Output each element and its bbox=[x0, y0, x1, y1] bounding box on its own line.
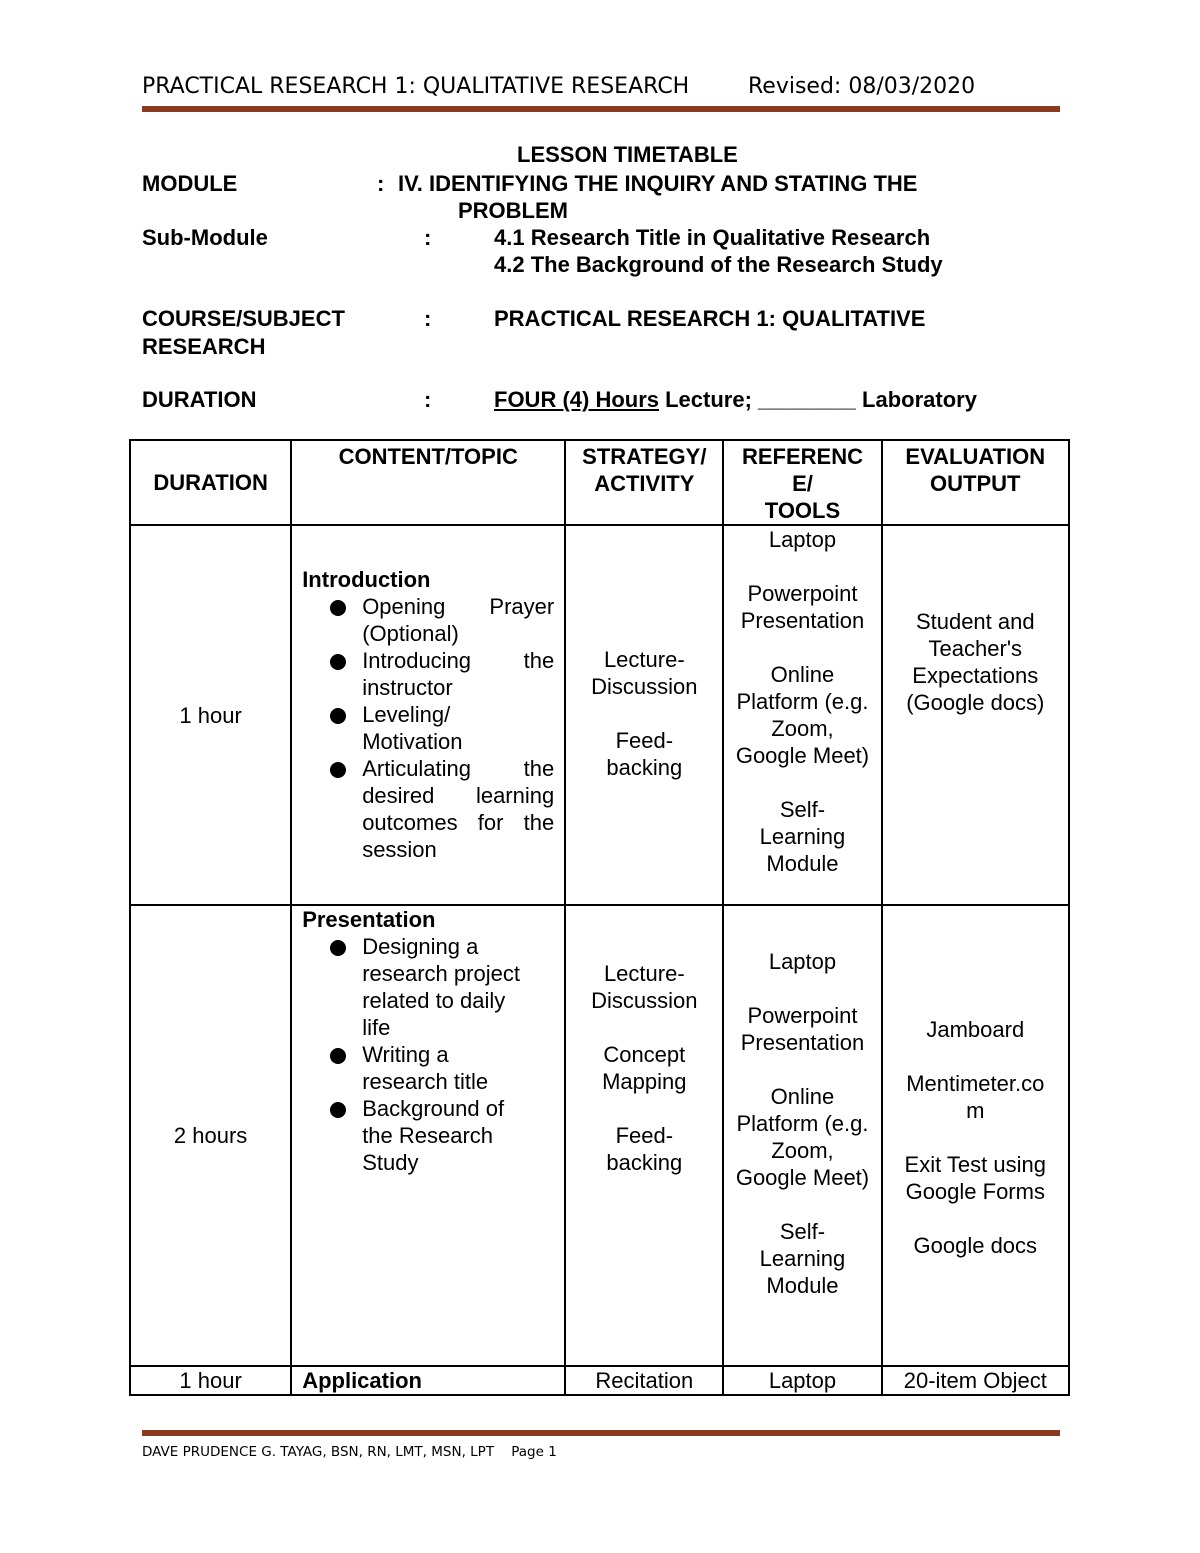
course-label-line1: COURSE/SUBJECT bbox=[142, 306, 345, 331]
duration-lecture-lab: Lecture; ________ Laboratory bbox=[659, 387, 977, 412]
row2-evaluation: Jamboard Mentimeter.com Exit Test using Google Forms Google docs bbox=[882, 905, 1069, 1366]
row2-section-title: Presentation bbox=[302, 907, 436, 932]
row1-bullet-list bbox=[292, 593, 564, 863]
footer-divider bbox=[142, 1430, 1060, 1436]
course-label-line2: RESEARCH bbox=[142, 334, 266, 359]
row2-content bbox=[291, 905, 565, 1366]
timetable bbox=[129, 439, 1070, 1396]
module-value-line1: IV. IDENTIFYING THE INQUIRY AND STATING THE bbox=[398, 171, 918, 196]
header-strategy: STRATEGY/ ACTIVITY bbox=[565, 440, 723, 525]
table-row bbox=[130, 1366, 1069, 1395]
page-footer: DAVE PRUDENCE G. TAYAG, BSN, RN, LMT, MSN, LPT Page 1 bbox=[142, 1444, 557, 1460]
page-header bbox=[142, 72, 1060, 106]
course-separator: : bbox=[424, 306, 432, 331]
list-item: Writing a research title bbox=[324, 1041, 524, 1095]
header-divider bbox=[142, 106, 1060, 112]
bullet-icon bbox=[330, 762, 346, 778]
duration-label: DURATION bbox=[142, 387, 257, 412]
row3-strategy: Recitation bbox=[565, 1366, 723, 1395]
header-evaluation: EVALUATION OUTPUT bbox=[882, 440, 1069, 525]
row2-bullet-list bbox=[292, 933, 564, 1176]
bullet-icon bbox=[330, 1048, 346, 1064]
row2-duration: 2 hours bbox=[130, 905, 291, 1366]
module-value-line2: PROBLEM bbox=[458, 198, 568, 223]
submodule-label: Sub-Module bbox=[142, 225, 268, 250]
list-item: Opening Prayer (Optional) bbox=[324, 593, 554, 647]
bullet-icon bbox=[330, 708, 346, 724]
row2-reference: Laptop Powerpoint Presentation Online Platform (e.g. Zoom, Google Meet) Self-Learning Module bbox=[723, 905, 881, 1366]
submodule-item-1: 4.1 Research Title in Qualitative Research bbox=[494, 225, 931, 250]
submodule-separator: : bbox=[424, 225, 432, 250]
duration-separator: : bbox=[424, 387, 432, 412]
header-duration: DURATION bbox=[130, 440, 291, 525]
row3-reference: Laptop bbox=[723, 1366, 881, 1395]
document-title: LESSON TIMETABLE bbox=[517, 142, 738, 167]
duration-value bbox=[494, 387, 977, 413]
table-header-row bbox=[130, 440, 1069, 525]
row1-evaluation: Student and Teacher's Expectations (Google docs) bbox=[882, 525, 1069, 905]
row1-reference: Laptop Powerpoint Presentation Online Platform (e.g. Zoom, Google Meet) Self-Learning Module bbox=[723, 525, 881, 905]
list-item: Background of the Research Study bbox=[324, 1095, 524, 1176]
list-item: Articulating the desired learning outcomes for the session bbox=[324, 755, 554, 863]
row1-strategy: Lecture-Discussion Feed-backing bbox=[565, 525, 723, 905]
row3-content: Application bbox=[291, 1366, 565, 1395]
course-value: PRACTICAL RESEARCH 1: QUALITATIVE bbox=[494, 306, 926, 331]
row3-duration: 1 hour bbox=[130, 1366, 291, 1395]
list-item: Designing a research project related to daily life bbox=[324, 933, 524, 1041]
row1-content bbox=[291, 525, 565, 905]
bullet-icon bbox=[330, 600, 346, 616]
bullet-icon bbox=[330, 654, 346, 670]
module-separator: : bbox=[377, 171, 385, 196]
list-item: Leveling/ Motivation bbox=[324, 701, 554, 755]
duration-hours: FOUR (4) Hours bbox=[494, 387, 659, 412]
table-row bbox=[130, 905, 1069, 1366]
bullet-icon bbox=[330, 1102, 346, 1118]
bullet-icon bbox=[330, 940, 346, 956]
submodule-item-2: 4.2 The Background of the Research Study bbox=[494, 252, 943, 277]
header-content: CONTENT/TOPIC bbox=[291, 440, 565, 525]
module-label: MODULE bbox=[142, 171, 238, 196]
table-row bbox=[130, 525, 1069, 905]
row3-evaluation: 20-item Object bbox=[882, 1366, 1069, 1395]
header-course-title: PRACTICAL RESEARCH 1: QUALITATIVE RESEARCH bbox=[142, 74, 690, 99]
row1-duration: 1 hour bbox=[130, 525, 291, 905]
row1-section-title: Introduction bbox=[302, 567, 431, 592]
list-item: Introducing the instructor bbox=[324, 647, 554, 701]
header-reference: REFERENC E/ TOOLS bbox=[723, 440, 881, 525]
row2-strategy: Lecture-Discussion Concept Mapping Feed-backing bbox=[565, 905, 723, 1366]
header-revised-date: Revised: 08/03/2020 bbox=[748, 74, 976, 99]
